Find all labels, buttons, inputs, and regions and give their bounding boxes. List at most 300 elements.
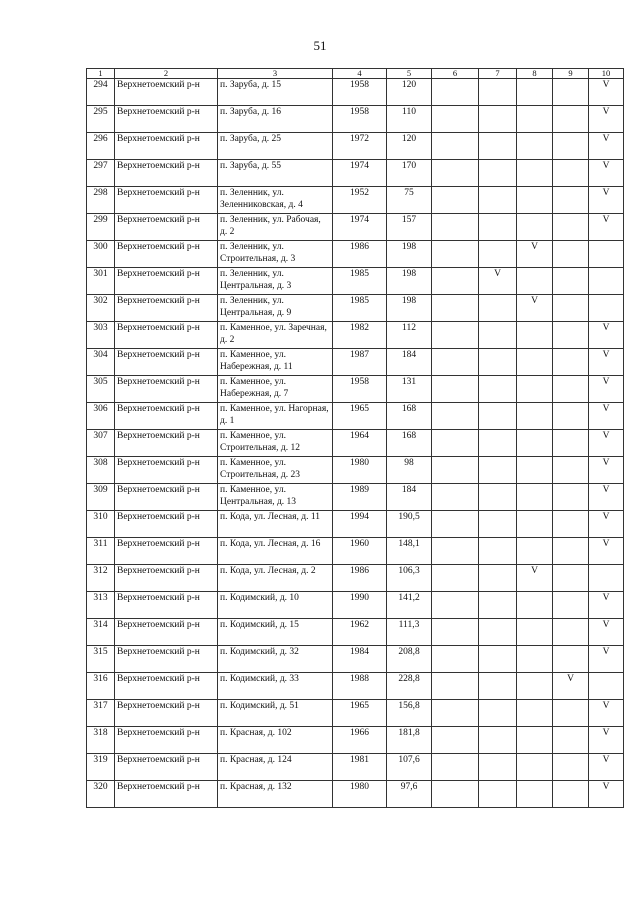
column-6-cell xyxy=(432,592,479,619)
area-cell: 198 xyxy=(387,268,432,295)
column-9-cell xyxy=(553,376,589,403)
column-9-cell xyxy=(553,592,589,619)
column-9-cell xyxy=(553,619,589,646)
column-6-cell xyxy=(432,160,479,187)
header-row xyxy=(87,69,624,79)
district-cell: Верхнетоемский р-н xyxy=(115,295,218,322)
column-9-cell xyxy=(553,214,589,241)
year-cell: 1986 xyxy=(333,241,387,268)
column-7-cell xyxy=(479,511,517,538)
column-7-cell xyxy=(479,79,517,106)
row-number-cell: 313 xyxy=(87,592,115,619)
row-number-cell: 308 xyxy=(87,457,115,484)
area-cell: 148,1 xyxy=(387,538,432,565)
table-row xyxy=(87,403,624,430)
column-7-cell xyxy=(479,646,517,673)
year-cell: 1958 xyxy=(333,79,387,106)
district-cell: Верхнетоемский р-н xyxy=(115,430,218,457)
area-cell: 198 xyxy=(387,295,432,322)
column-8-cell xyxy=(517,187,553,214)
column-7-cell xyxy=(479,133,517,160)
address-cell: п. Каменное, ул. Строительная, д. 23 xyxy=(218,457,333,484)
address-cell: п. Заруба, д. 16 xyxy=(218,106,333,133)
column-7-cell xyxy=(479,619,517,646)
district-cell: Верхнетоемский р-н xyxy=(115,403,218,430)
table-row xyxy=(87,322,624,349)
column-7-cell xyxy=(479,376,517,403)
year-cell: 1958 xyxy=(333,106,387,133)
district-cell: Верхнетоемский р-н xyxy=(115,673,218,700)
row-number-cell: 302 xyxy=(87,295,115,322)
column-8-cell xyxy=(517,592,553,619)
column-10-cell: V xyxy=(589,403,624,430)
column-9-cell xyxy=(553,511,589,538)
column-10-cell: V xyxy=(589,619,624,646)
area-cell: 156,8 xyxy=(387,700,432,727)
column-8-cell xyxy=(517,322,553,349)
table-row xyxy=(87,538,624,565)
area-cell: 168 xyxy=(387,403,432,430)
area-cell: 198 xyxy=(387,241,432,268)
column-6-cell xyxy=(432,727,479,754)
column-8-cell xyxy=(517,619,553,646)
address-cell: п. Каменное, ул. Заречная, д. 2 xyxy=(218,322,333,349)
column-6-cell xyxy=(432,403,479,430)
column-9-cell xyxy=(553,565,589,592)
column-8-cell xyxy=(517,727,553,754)
address-cell: п. Зеленник, ул. Центральная, д. 9 xyxy=(218,295,333,322)
column-10-cell: V xyxy=(589,430,624,457)
column-8-cell xyxy=(517,214,553,241)
column-8-cell xyxy=(517,376,553,403)
column-7-cell xyxy=(479,673,517,700)
district-cell: Верхнетоемский р-н xyxy=(115,241,218,268)
column-6-cell xyxy=(432,79,479,106)
column-8-cell xyxy=(517,781,553,808)
column-header: 10 xyxy=(589,69,624,79)
area-cell: 110 xyxy=(387,106,432,133)
column-9-cell xyxy=(553,241,589,268)
column-header: 9 xyxy=(553,69,589,79)
year-cell: 1982 xyxy=(333,322,387,349)
table-row xyxy=(87,565,624,592)
column-8-cell xyxy=(517,430,553,457)
column-10-cell: V xyxy=(589,538,624,565)
area-cell: 106,3 xyxy=(387,565,432,592)
area-cell: 111,3 xyxy=(387,619,432,646)
column-9-cell xyxy=(553,430,589,457)
table-body xyxy=(87,79,624,808)
column-8-cell xyxy=(517,484,553,511)
year-cell: 1964 xyxy=(333,430,387,457)
year-cell: 1962 xyxy=(333,619,387,646)
column-8-cell xyxy=(517,268,553,295)
column-7-cell xyxy=(479,430,517,457)
column-7-cell xyxy=(479,754,517,781)
table-row xyxy=(87,619,624,646)
area-cell: 181,8 xyxy=(387,727,432,754)
district-cell: Верхнетоемский р-н xyxy=(115,781,218,808)
row-number-cell: 300 xyxy=(87,241,115,268)
column-header: 2 xyxy=(115,69,218,79)
column-10-cell: V xyxy=(589,781,624,808)
year-cell: 1981 xyxy=(333,754,387,781)
year-cell: 1985 xyxy=(333,295,387,322)
column-9-cell xyxy=(553,538,589,565)
column-6-cell xyxy=(432,241,479,268)
column-7-cell xyxy=(479,781,517,808)
table-row xyxy=(87,133,624,160)
area-cell: 131 xyxy=(387,376,432,403)
area-cell: 168 xyxy=(387,430,432,457)
table-row xyxy=(87,484,624,511)
column-6-cell xyxy=(432,457,479,484)
address-cell: п. Кодимский, д. 51 xyxy=(218,700,333,727)
column-10-cell xyxy=(589,673,624,700)
column-9-cell xyxy=(553,268,589,295)
column-7-cell xyxy=(479,538,517,565)
area-cell: 98 xyxy=(387,457,432,484)
column-8-cell xyxy=(517,646,553,673)
column-10-cell: V xyxy=(589,646,624,673)
column-7-cell xyxy=(479,592,517,619)
row-number-cell: 303 xyxy=(87,322,115,349)
column-8-cell xyxy=(517,403,553,430)
column-6-cell xyxy=(432,214,479,241)
address-cell: п. Каменное, ул. Набережная, д. 11 xyxy=(218,349,333,376)
column-10-cell: V xyxy=(589,592,624,619)
column-7-cell xyxy=(479,565,517,592)
row-number-cell: 297 xyxy=(87,160,115,187)
column-6-cell xyxy=(432,511,479,538)
column-9-cell xyxy=(553,457,589,484)
year-cell: 1952 xyxy=(333,187,387,214)
district-cell: Верхнетоемский р-н xyxy=(115,268,218,295)
column-9-cell xyxy=(553,700,589,727)
address-cell: п. Зеленник, ул. Центральная, д. 3 xyxy=(218,268,333,295)
row-number-cell: 307 xyxy=(87,430,115,457)
area-cell: 112 xyxy=(387,322,432,349)
column-10-cell: V xyxy=(589,700,624,727)
column-7-cell xyxy=(479,214,517,241)
district-cell: Верхнетоемский р-н xyxy=(115,484,218,511)
area-cell: 190,5 xyxy=(387,511,432,538)
area-cell: 208,8 xyxy=(387,646,432,673)
district-cell: Верхнетоемский р-н xyxy=(115,700,218,727)
row-number-cell: 298 xyxy=(87,187,115,214)
column-8-cell xyxy=(517,700,553,727)
district-cell: Верхнетоемский р-н xyxy=(115,592,218,619)
table-row xyxy=(87,160,624,187)
column-8-cell xyxy=(517,349,553,376)
column-9-cell xyxy=(553,484,589,511)
year-cell: 1974 xyxy=(333,160,387,187)
address-cell: п. Кода, ул. Лесная, д. 16 xyxy=(218,538,333,565)
row-number-cell: 296 xyxy=(87,133,115,160)
address-cell: п. Кодимский, д. 10 xyxy=(218,592,333,619)
year-cell: 1989 xyxy=(333,484,387,511)
area-cell: 120 xyxy=(387,133,432,160)
column-7-cell xyxy=(479,295,517,322)
column-6-cell xyxy=(432,295,479,322)
address-cell: п. Кодимский, д. 33 xyxy=(218,673,333,700)
table-row xyxy=(87,673,624,700)
column-9-cell xyxy=(553,754,589,781)
table-row xyxy=(87,457,624,484)
district-cell: Верхнетоемский р-н xyxy=(115,376,218,403)
column-9-cell xyxy=(553,133,589,160)
address-cell: п. Каменное, ул. Строительная, д. 12 xyxy=(218,430,333,457)
housing-registry-table xyxy=(86,68,624,808)
year-cell: 1990 xyxy=(333,592,387,619)
address-cell: п. Каменное, ул. Центральная, д. 13 xyxy=(218,484,333,511)
column-9-cell: V xyxy=(553,673,589,700)
column-8-cell xyxy=(517,160,553,187)
column-9-cell xyxy=(553,646,589,673)
table-row xyxy=(87,187,624,214)
table-row xyxy=(87,781,624,808)
table-row xyxy=(87,511,624,538)
column-header: 4 xyxy=(333,69,387,79)
column-6-cell xyxy=(432,430,479,457)
column-header: 5 xyxy=(387,69,432,79)
district-cell: Верхнетоемский р-н xyxy=(115,511,218,538)
year-cell: 1974 xyxy=(333,214,387,241)
table-row xyxy=(87,268,624,295)
row-number-cell: 312 xyxy=(87,565,115,592)
column-10-cell xyxy=(589,241,624,268)
area-cell: 184 xyxy=(387,484,432,511)
address-cell: п. Зеленник, ул. Зеленниковская, д. 4 xyxy=(218,187,333,214)
district-cell: Верхнетоемский р-н xyxy=(115,619,218,646)
column-10-cell: V xyxy=(589,349,624,376)
column-10-cell xyxy=(589,295,624,322)
table-row xyxy=(87,214,624,241)
column-header: 3 xyxy=(218,69,333,79)
table-row xyxy=(87,592,624,619)
area-cell: 170 xyxy=(387,160,432,187)
column-8-cell xyxy=(517,673,553,700)
column-6-cell xyxy=(432,376,479,403)
year-cell: 1960 xyxy=(333,538,387,565)
row-number-cell: 319 xyxy=(87,754,115,781)
column-9-cell xyxy=(553,106,589,133)
table-row xyxy=(87,349,624,376)
district-cell: Верхнетоемский р-н xyxy=(115,538,218,565)
district-cell: Верхнетоемский р-н xyxy=(115,754,218,781)
row-number-cell: 316 xyxy=(87,673,115,700)
row-number-cell: 306 xyxy=(87,403,115,430)
row-number-cell: 320 xyxy=(87,781,115,808)
row-number-cell: 311 xyxy=(87,538,115,565)
column-10-cell: V xyxy=(589,484,624,511)
column-8-cell xyxy=(517,538,553,565)
row-number-cell: 301 xyxy=(87,268,115,295)
area-cell: 107,6 xyxy=(387,754,432,781)
column-10-cell: V xyxy=(589,322,624,349)
column-7-cell xyxy=(479,160,517,187)
row-number-cell: 304 xyxy=(87,349,115,376)
column-6-cell xyxy=(432,349,479,376)
year-cell: 1987 xyxy=(333,349,387,376)
address-cell: п. Заруба, д. 25 xyxy=(218,133,333,160)
column-10-cell: V xyxy=(589,106,624,133)
address-cell: п. Каменное, ул. Нагорная, д. 1 xyxy=(218,403,333,430)
page-number: 51 xyxy=(313,38,327,53)
area-cell: 75 xyxy=(387,187,432,214)
year-cell: 1972 xyxy=(333,133,387,160)
row-number-cell: 317 xyxy=(87,700,115,727)
column-6-cell xyxy=(432,565,479,592)
address-cell: п. Кодимский, д. 32 xyxy=(218,646,333,673)
table-row xyxy=(87,727,624,754)
column-10-cell: V xyxy=(589,187,624,214)
district-cell: Верхнетоемский р-н xyxy=(115,322,218,349)
year-cell: 1965 xyxy=(333,700,387,727)
district-cell: Верхнетоемский р-н xyxy=(115,646,218,673)
table-row xyxy=(87,295,624,322)
year-cell: 1980 xyxy=(333,457,387,484)
column-8-cell: V xyxy=(517,565,553,592)
table-row xyxy=(87,241,624,268)
column-9-cell xyxy=(553,322,589,349)
column-7-cell xyxy=(479,106,517,133)
year-cell: 1958 xyxy=(333,376,387,403)
row-number-cell: 305 xyxy=(87,376,115,403)
column-9-cell xyxy=(553,160,589,187)
address-cell: п. Красная, д. 124 xyxy=(218,754,333,781)
column-7-cell xyxy=(479,403,517,430)
district-cell: Верхнетоемский р-н xyxy=(115,133,218,160)
address-cell: п. Каменное, ул. Набережная, д. 7 xyxy=(218,376,333,403)
column-7-cell xyxy=(479,700,517,727)
row-number-cell: 315 xyxy=(87,646,115,673)
column-6-cell xyxy=(432,484,479,511)
area-cell: 141,2 xyxy=(387,592,432,619)
area-cell: 184 xyxy=(387,349,432,376)
area-cell: 97,6 xyxy=(387,781,432,808)
column-9-cell xyxy=(553,295,589,322)
area-cell: 120 xyxy=(387,79,432,106)
column-7-cell xyxy=(479,241,517,268)
address-cell: п. Кода, ул. Лесная, д. 2 xyxy=(218,565,333,592)
column-8-cell xyxy=(517,133,553,160)
column-8-cell xyxy=(517,79,553,106)
year-cell: 1994 xyxy=(333,511,387,538)
district-cell: Верхнетоемский р-н xyxy=(115,214,218,241)
column-6-cell xyxy=(432,268,479,295)
district-cell: Верхнетоемский р-н xyxy=(115,79,218,106)
column-8-cell xyxy=(517,511,553,538)
column-6-cell xyxy=(432,619,479,646)
column-6-cell xyxy=(432,538,479,565)
column-9-cell xyxy=(553,403,589,430)
column-7-cell xyxy=(479,349,517,376)
column-7-cell xyxy=(479,484,517,511)
table-row xyxy=(87,79,624,106)
year-cell: 1984 xyxy=(333,646,387,673)
district-cell: Верхнетоемский р-н xyxy=(115,565,218,592)
address-cell: п. Кодимский, д. 15 xyxy=(218,619,333,646)
table-row xyxy=(87,106,624,133)
column-6-cell xyxy=(432,781,479,808)
column-10-cell: V xyxy=(589,727,624,754)
row-number-cell: 310 xyxy=(87,511,115,538)
column-9-cell xyxy=(553,727,589,754)
address-cell: п. Зеленник, ул. Строительная, д. 3 xyxy=(218,241,333,268)
row-number-cell: 299 xyxy=(87,214,115,241)
column-header: 8 xyxy=(517,69,553,79)
row-number-cell: 295 xyxy=(87,106,115,133)
column-header: 7 xyxy=(479,69,517,79)
district-cell: Верхнетоемский р-н xyxy=(115,187,218,214)
table-row xyxy=(87,646,624,673)
table-row xyxy=(87,430,624,457)
column-10-cell: V xyxy=(589,511,624,538)
district-cell: Верхнетоемский р-н xyxy=(115,160,218,187)
column-9-cell xyxy=(553,79,589,106)
column-10-cell: V xyxy=(589,214,624,241)
column-10-cell xyxy=(589,268,624,295)
column-10-cell: V xyxy=(589,754,624,781)
column-9-cell xyxy=(553,187,589,214)
district-cell: Верхнетоемский р-н xyxy=(115,457,218,484)
column-10-cell: V xyxy=(589,133,624,160)
address-cell: п. Красная, д. 132 xyxy=(218,781,333,808)
row-number-cell: 318 xyxy=(87,727,115,754)
address-cell: п. Красная, д. 102 xyxy=(218,727,333,754)
column-header: 6 xyxy=(432,69,479,79)
column-7-cell xyxy=(479,727,517,754)
area-cell: 228,8 xyxy=(387,673,432,700)
district-cell: Верхнетоемский р-н xyxy=(115,349,218,376)
column-6-cell xyxy=(432,673,479,700)
area-cell: 157 xyxy=(387,214,432,241)
district-cell: Верхнетоемский р-н xyxy=(115,106,218,133)
column-6-cell xyxy=(432,754,479,781)
address-cell: п. Зеленник, ул. Рабочая, д. 2 xyxy=(218,214,333,241)
address-cell: п. Заруба, д. 55 xyxy=(218,160,333,187)
row-number-cell: 314 xyxy=(87,619,115,646)
table-row xyxy=(87,700,624,727)
year-cell: 1988 xyxy=(333,673,387,700)
column-8-cell xyxy=(517,457,553,484)
column-8-cell xyxy=(517,754,553,781)
column-6-cell xyxy=(432,106,479,133)
column-8-cell: V xyxy=(517,241,553,268)
table-row xyxy=(87,754,624,781)
year-cell: 1985 xyxy=(333,268,387,295)
year-cell: 1966 xyxy=(333,727,387,754)
table-row xyxy=(87,376,624,403)
year-cell: 1980 xyxy=(333,781,387,808)
address-cell: п. Заруба, д. 15 xyxy=(218,79,333,106)
column-10-cell: V xyxy=(589,376,624,403)
column-6-cell xyxy=(432,700,479,727)
row-number-cell: 309 xyxy=(87,484,115,511)
row-number-cell: 294 xyxy=(87,79,115,106)
column-7-cell: V xyxy=(479,268,517,295)
column-8-cell: V xyxy=(517,295,553,322)
column-7-cell xyxy=(479,322,517,349)
column-9-cell xyxy=(553,781,589,808)
district-cell: Верхнетоемский р-н xyxy=(115,727,218,754)
address-cell: п. Кода, ул. Лесная, д. 11 xyxy=(218,511,333,538)
column-header: 1 xyxy=(87,69,115,79)
column-10-cell: V xyxy=(589,457,624,484)
column-6-cell xyxy=(432,133,479,160)
column-6-cell xyxy=(432,187,479,214)
